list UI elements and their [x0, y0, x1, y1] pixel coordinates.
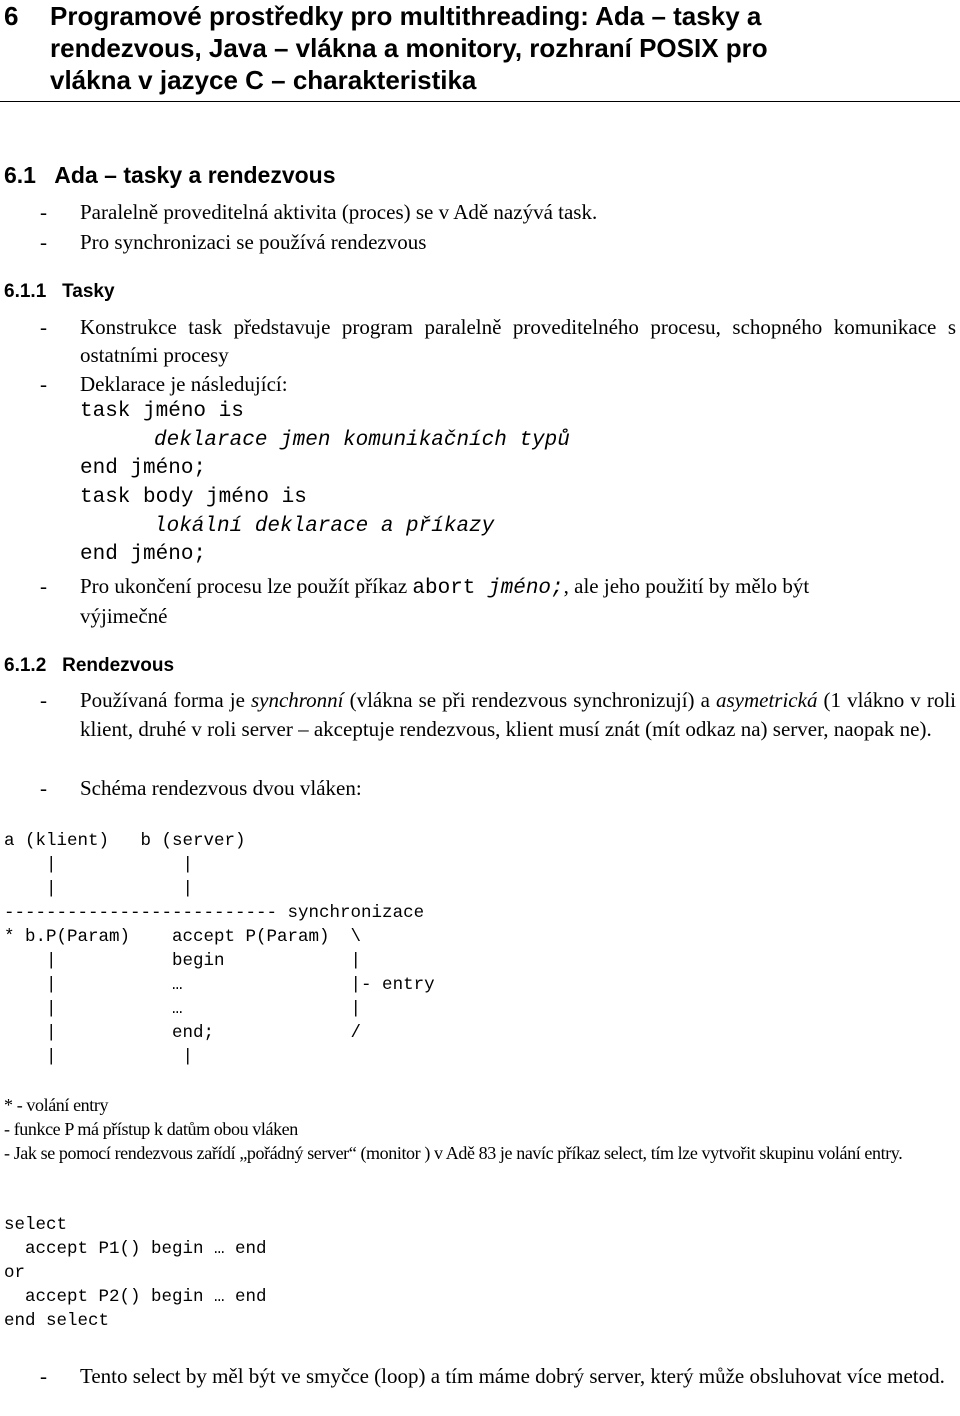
heading-rule — [0, 101, 960, 102]
chapter-title — [4, 0, 954, 96]
code-line: task body jméno is — [80, 486, 307, 509]
chapter-title-line-3: vlákna v jazyce C – charakteristika — [50, 65, 477, 95]
bullet-dash: - — [40, 230, 47, 254]
note-line: * - volání entry — [4, 1095, 109, 1115]
diagram-line: | end; / — [4, 1023, 362, 1043]
diagram-line: | | — [4, 855, 194, 875]
chapter-title-line-1: Programové prostředky pro multithreading: Ada – tasky a — [50, 1, 762, 31]
abort-name: jméno; — [488, 577, 564, 600]
code-line: end jméno; — [80, 457, 207, 480]
diagram-line: | | — [4, 1047, 194, 1067]
bullet-dash: - — [40, 688, 47, 712]
select-code-line: end select — [4, 1311, 110, 1331]
rendezvous-bullet-1 — [80, 686, 956, 744]
diagram-line: -------------------------- synchronizace — [4, 903, 425, 923]
bullet-dash: - — [40, 200, 47, 224]
code-line: deklarace jmen komunikačních typů — [154, 429, 570, 452]
rendezvous-bullet-1-part-3: (1 vlákno v roli klient, druhé v roli server – akceptuje rendezvous, klient musí znát (mít odkaz na) server, naopak ne). — [80, 688, 957, 741]
section-6-1-bullet-1: Paralelně proveditelná aktivita (proces) se v Adě nazývá task. — [80, 200, 598, 224]
final-bullet: Tento select by měl být ve smyčce (loop) a tím máme dobrý server, který může obsluhovat více metod. — [80, 1364, 945, 1388]
bullet-dash: - — [40, 776, 47, 800]
section-6-1-2-heading: 6.1.2 Rendezvous — [4, 655, 175, 676]
diagram-line: * b.P(Param) accept P(Param) \ — [4, 927, 362, 947]
select-code-line: accept P1() begin … end — [4, 1239, 267, 1259]
diagram-line: | begin | — [4, 951, 362, 971]
tasky-bullet-3 — [80, 572, 809, 603]
chapter-title-line-2: rendezvous, Java – vlákna a monitory, rozhraní POSIX pro — [50, 33, 768, 63]
rendezvous-bullet-1-part-2: (vlákna se při rendezvous synchronizují) a — [343, 688, 716, 712]
note-line: - Jak se pomocí rendezvous zařídí „pořádný server“ (monitor ) v Adě 83 je navíc příkaz select, tím lze vytvořit skupinu volání entry. — [4, 1143, 903, 1163]
asymetricka-term: asymetrická — [715, 688, 818, 712]
tasky-bullet-3-line-2: výjimečné — [80, 604, 168, 628]
chapter-number: 6 — [4, 1, 19, 31]
bullet-dash: - — [40, 1364, 47, 1388]
section-6-1-1-heading: 6.1.1 Tasky — [4, 281, 115, 302]
section-6-1-bullet-2: Pro synchronizaci se používá rendezvous — [80, 230, 427, 254]
tasky-bullet-3-prefix: Pro ukončení procesu lze použít příkaz — [80, 574, 413, 598]
bullet-dash: - — [40, 574, 47, 598]
select-code-line: accept P2() begin … end — [4, 1287, 267, 1307]
bullet-dash: - — [40, 372, 47, 396]
tasky-bullet-2: Deklarace je následující: — [80, 372, 288, 396]
tasky-bullet-3-suffix: , ale jeho použití by mělo být — [563, 574, 810, 598]
bullet-dash: - — [40, 315, 47, 339]
diagram-line: a (klient) b (server) — [4, 831, 246, 851]
select-code-line: or — [4, 1263, 26, 1283]
section-6-1-heading: 6.1 Ada – tasky a rendezvous — [4, 162, 336, 188]
diagram-line: | | — [4, 879, 194, 899]
rendezvous-bullet-2: Schéma rendezvous dvou vláken: — [80, 776, 362, 800]
tasky-bullet-1: Konstrukce task představuje program paralelně proveditelného procesu, schopného komunikace s ostatními procesy — [80, 315, 956, 367]
synchronni-term: synchronní — [250, 688, 344, 712]
code-line: lokální deklarace a příkazy — [154, 515, 495, 538]
code-line: task jméno is — [80, 400, 244, 423]
abort-keyword: abort — [412, 577, 489, 600]
select-code-line: select — [4, 1215, 68, 1235]
note-line: - funkce P má přístup k datům obou vláken — [4, 1119, 298, 1139]
rendezvous-bullet-1-part-1: Používaná forma je — [80, 688, 251, 712]
diagram-line: | … |- entry — [4, 975, 435, 995]
code-line: end jméno; — [80, 543, 207, 566]
diagram-line: | … | — [4, 999, 362, 1019]
